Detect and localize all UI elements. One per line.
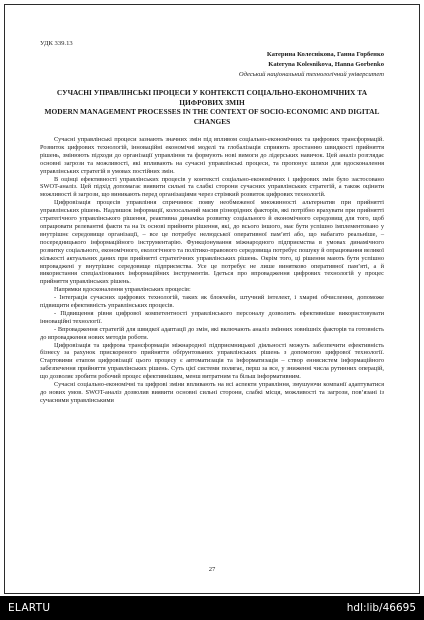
page-number: 27	[208, 566, 216, 573]
paragraph: Цифровізація та цифрова трансформація міжнародної підприємницької діяльності можуть забезпечити ефективність бізнесу за рахунок прискореного прийняття обґрунтованих управлінських рішень з допомогою цифрової технології. Стартовими етапом цифровізації цього процесу є автоматизація та інформатизація – створ еннясистем інформаційного забезпечення прийняття управлінських рішень. Суть цієї системи полягає, перш за все, у зниженні числа рутинних операцій, що дозволяє зробити робочий процес ефективнішим, менш витратним та більш інформативним.	[40, 341, 384, 381]
author-affiliation: Одеський національний технологічний університет	[238, 71, 384, 78]
paragraph: Сучасні управлінські процеси зазнають значних змін під впливом соціально-економічних та цифрових трансформацій. Розвиток цифрових технологій, інноваційні економічні моделі та глобалізація сприяють зростанню швидкості прийняття рішень, змінюють підходи до організації управління та формують нові вимоги до лідерських навичок. Цей аналіз розглядає основні загрози та можливості, які впливають на сучасні управлінські процеси, та пропонує шляхи для вдосконалення управлінських стратегій в умовах постійних змін.	[40, 136, 384, 175]
article-title	[40, 88, 384, 126]
list-item: - Підвищення рівня цифрової компетентності управлінського персоналу дозволить ефективніше використовувати інноваційні технології.	[40, 309, 384, 325]
paragraph: Сучасні соціально-економічні та цифрові зміни впливають на всі аспекти управління, змушуючи компанії адаптуватися до нових умов. SWOT-аналіз дозволив виявити основні сильні сторони, слабкі місця, можливості та загрози, пов’язані із сучасними управлінськими	[40, 381, 384, 404]
paragraph: Напрямки вдосконалення управлінських процесів:	[54, 286, 191, 294]
repository-footer	[0, 596, 424, 620]
udk-code: УДК 339.13	[40, 40, 73, 47]
author-block	[54, 50, 384, 80]
authors-ukrainian: Катерина Колеснікова, Ганна Горбенко	[266, 51, 384, 58]
title-english: MODERN MANAGEMENT PROCESSES IN THE CONTEXT OF SOCIO-ECONOMIC AND DIGITAL CHANGES	[44, 107, 380, 126]
article-body	[40, 136, 384, 405]
repository-name: ELARTU	[8, 602, 51, 614]
paragraph: В оцінці ефективності управлінських процесів у контексті соціально-економічних і цифрових змін було застосовано SWOT-аналіз. Цей підхід допомагає виявити сильні та слабкі сторони сучасних управлінських стратегій, а також оцінити можливості й загрози, що виникають перед організаціями через стрімкий розвиток цифрових технологій.	[40, 175, 384, 199]
document-page	[40, 36, 384, 576]
title-ukrainian: СУЧАСНІ УПРАВЛІНСЬКІ ПРОЦЕСИ У КОНТЕКСТІ СОЦІАЛЬНО-ЕКОНОМІЧНИХ ТА ЦИФРОВИХ ЗМІН	[56, 88, 368, 107]
list-item: - Впровадження стратегій для швидкої адаптації до змін, які включають аналіз змінних зовнішніх факторів та готовність до впровадження нових методів роботи.	[40, 325, 384, 341]
list-item: - Інтеграція сучасних цифрових технологій, таких як блокчейн, штучний інтелект, і хмарні обчислення, допоможе підвищити ефективність управлінських процесів.	[40, 294, 384, 310]
authors-english: Kateryna Kolesnikova, Hanna Gorbenko	[268, 61, 384, 68]
paragraph: Цифровізація процесів управління спричинює появу необмеженої множинності альтернатив при прийнятті управлінських рішень. Надлишок інформації, колосальний масив різнорідних факторів, які потрібно врахувати при прийнятті стратегічного управлінського рішення, реактивна динаміка розвитку соціального й економічного середовищ для того, щоб опрацювати релевантні факти та на їх основі прийняти рішення, які, до всього іншого, має бути успішно імплементовано у внутрішнє середовище організації, – все це потребує нелюдської оперативної пам’яті або, що набагато реальніше, – посередницького інформаційного інструментарію. Функціонування міжнародного підприємства в умовах динамічного розвитку соціального, економічного, екологічного та політико-правового середовища потребує пошуку й опрацювання великої кількості актуальних даних при прийнятті стратегічних управлінських рішень. Окрім того, ці рішення мають бути успішно впроваджені у внутрішнє середовище підприємства. Усе це потребує не лише винятково оперативної пам’яті, а й використання спеціалізованих інформаційних інструментів. Ідеться про впровадження цифрових технологій у процес прийняття управлінських рішень.	[40, 199, 384, 286]
handle-id[interactable]: hdl:lib/46695	[346, 602, 416, 614]
